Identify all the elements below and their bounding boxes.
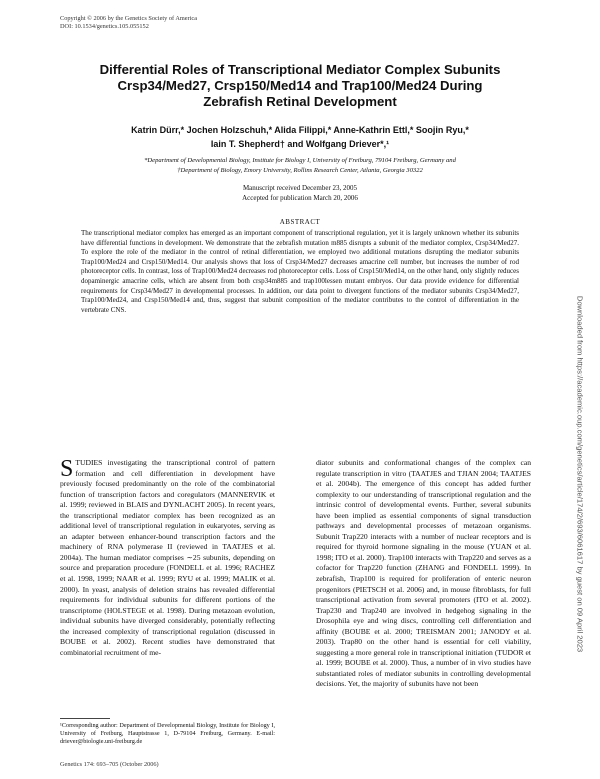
authors-line-1: Katrin Dürr,* Jochen Holzschuh,* Alida Filippi,* Anne-Kathrin Ettl,* Soojin Ryu,* [131, 125, 469, 135]
accepted-date: Accepted for publication March 20, 2006 [242, 193, 358, 202]
body-right-text: diator subunits and conformational changes of the complex can regulate transcription in vitro (TAATJES and TJIAN 2004; TAATJES et al. 2004b). The emergence of this concept has added further complexity to our understanding of transcriptional regulation and the intrinsic control of developmental events. Further, several subunits have been implied as essential components of signal transduction pathways and developmental processes of metazoan organisms. Subunit Trap220 interacts with a number of nuclear receptors and is required for thyroid hormone signaling in the mouse (YUAN et al. 1998; ITO et al. 2000). Trap100 interacts with Trap220 and serves as a cofactor for Trap220 function (ZHANG and FONDELL 1999). In zebrafish, Trap100 is required for proliferation of enteric neuron progenitors (PIETSCH et al. 2006) and, in mouse fibroblasts, for full transcriptional activation from several promoters (ITO et al. 2002). Trap230 and Trap240 are involved in hedgehog signaling in the Drosophila eye and wing discs, controlling cell differentiation and affinity (BOUBE et al. 2000; TREISMAN 2001; JANODY et al. 2003). Trap80 on the other hand is essential for cell viability, suggesting a more general role in transcriptional initiation (TUDOR et al. 1999; BOUBE et al. 2000). Thus, a number of in vivo studies have substantiated roles of mediator subunits in controlling developmental decisions. Yet, the majority of subunits have not been [316, 458, 531, 689]
footnote-rule [60, 718, 110, 719]
abstract-heading: ABSTRACT [279, 218, 321, 226]
corresponding-author-footnote: ¹Corresponding author: Department of Developmental Biology, Institute for Biology I, University of Freiburg, Hauptstrasse 1, D-79104 Freiburg, Germany. E-mail: driever@biologie.uni-freiburg.de [60, 722, 275, 745]
body-column-right [316, 458, 531, 690]
body-column-left [60, 458, 275, 658]
download-watermark-text: Downloaded from https://academic.oup.com/genetics/article/174/2/693/6061617 by guest on 09 April 2023 [575, 295, 585, 653]
affiliation-line-1: *Department of Developmental Biology, Institute for Biology I, University of Freiburg, 79104 Freiburg, Germany and [144, 157, 456, 164]
title-line-1: Differential Roles of Transcriptional Mediator Complex Subunits [99, 62, 501, 77]
body-left-text: TUDIES investigating the transcriptional control of pattern formation and cell differentiation in development have previously focused predominantly on the role of the combinatorial function of transcription factors and coregulators (MANNERVIK et al. 1999; reviewed in BLAIS and DYNLACHT 2005). In recent years, the transcriptional mediator complex has been recognized as an additional level of transcriptional regulation in eukaryotes, serving as an adapter between enhancer-bound transcription factors and the machinery of RNA polymerase II (reviewed in TAATJES et al. 2004a). The human mediator comprises ∼25 subunits, depending on source and preparation procedure (FONDELL et al. 1996; RACHEZ et al. 1998, 1999; NAAR et al. 1999; RYU et al. 1999; MALIK et al. 2000). In yeast, analysis of deletion strains has revealed differential requirements for individual subunits for different portions of the transcriptome (HOLSTEGE et al. 1998). During metazoan evolution, individual subunits have diverged considerably, potentially reflecting the increased complexity of transcriptional regulation (discussed in BOUBE et al. 2002). Recent studies have demonstrated that combinatorial recruitment of me- [60, 458, 275, 657]
author-list [60, 123, 540, 151]
affiliations [60, 156, 540, 175]
affiliation-line-2: †Department of Biology, Emory University, Rollins Research Center, Atlanta, Georgia 30322 [177, 166, 423, 174]
authors-line-2: Iain T. Shepherd† and Wolfgang Driever*,¹ [210, 139, 390, 149]
doi-line: DOI: 10.1534/genetics.105.055152 [60, 23, 149, 30]
title-line-3: Zebrafish Retinal Development [203, 94, 397, 109]
journal-meta [60, 15, 197, 31]
journal-citation-footer: Genetics 174: 693–705 (October 2006) [60, 761, 159, 768]
received-date: Manuscript received December 23, 2005 [242, 184, 358, 192]
manuscript-dates [60, 184, 540, 203]
abstract-text: The transcriptional mediator complex has emerged as an important component of transcriptional regulation, yet it is largely unknown whether its subunits have differential functions in development. We demonstrate that the zebrafish mutation m885 disrupts a subunit of the mediator complex, Crsp34/Med27. To explore the role of the mediator in the control of retinal differentiation, we employed two additional mutations disrupting the mediator subunits Trap100/Med24 and Crsp150/Med14. Our analysis shows that loss of Crsp34/Med27 decreases amacrine cell number, but increases the number of rod photoreceptor cells. In contrast, loss of Trap100/Med24 decreases rod photoreceptor cells. Loss of Crsp150/Med14, on the other hand, only slightly reduces dopaminergic amacrine cells, which are absent from both crsp34m885 and trap100lessen mutant embryos. Our data provide evidence for differential requirements for Crsp34/Med27 in developmental processes. In addition, our data point to divergent functions of the mediator subunits Crsp34/Med27, Trap100/Med24, and Crsp150/Med14 and, thus, suggest that subunit composition of the mediator contributes to the control of differentiation in the vertebrate CNS. [81, 229, 519, 314]
copyright-line: Copyright © 2006 by the Genetics Society of America [60, 15, 197, 22]
title-line-2: Crsp34/Med27, Crsp150/Med14 and Trap100/Med24 During [117, 78, 483, 93]
drop-cap: S [60, 456, 74, 482]
article-title [60, 62, 540, 110]
